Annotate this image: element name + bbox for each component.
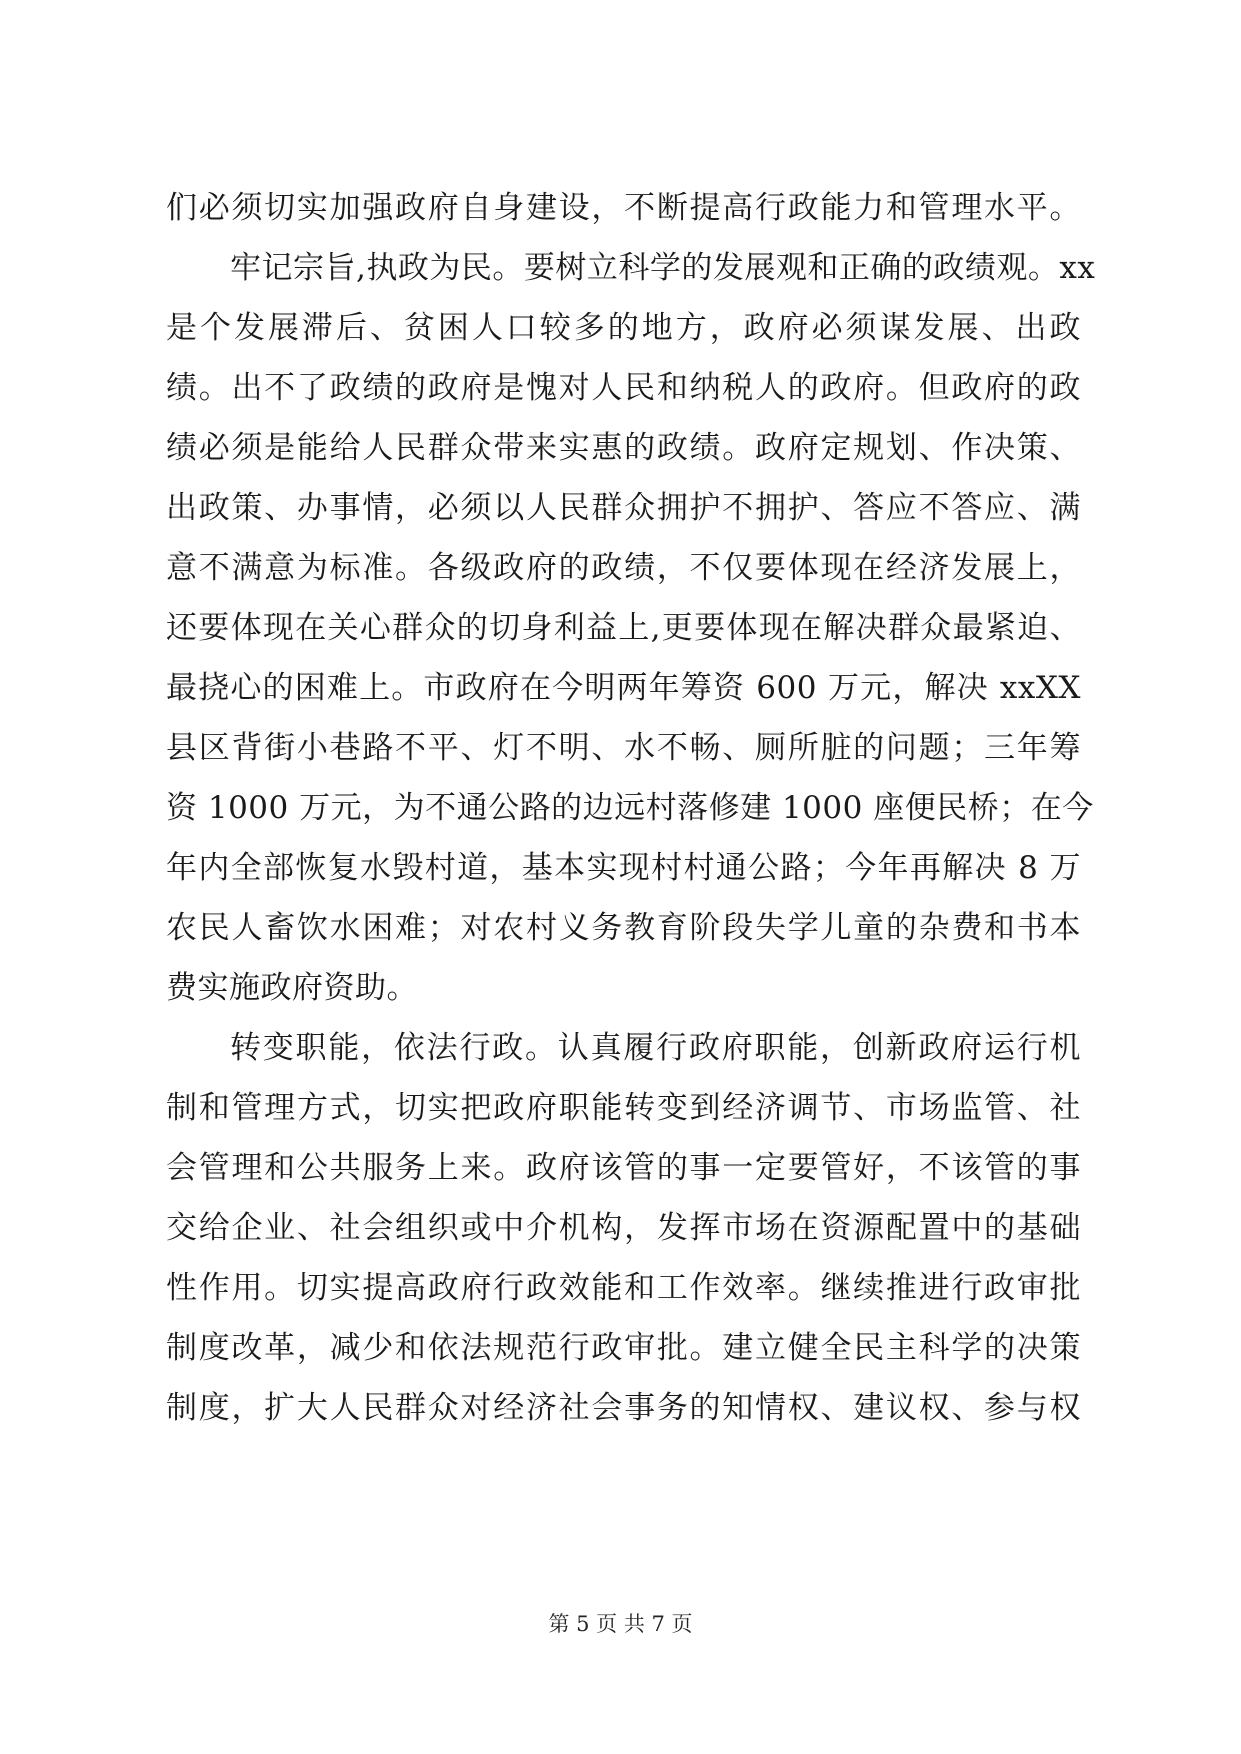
text-line: 交给企业、社会组织或中介机构，发挥市场在资源配置中的基础 <box>166 1210 1081 1246</box>
text-line: 县区背街小巷路不平、灯不明、水不畅、厕所脏的问题；三年筹 <box>166 730 1081 766</box>
text-line: 制度，扩大人民群众对经济社会事务的知情权、建议权、参与权 <box>166 1390 1081 1426</box>
paragraph-start-line: 转变职能，依法行政。认真履行政府职能，创新政府运行机 <box>230 1030 1081 1066</box>
text-line: 资 1000 万元，为不通公路的边远村落修建 1000 座便民桥；在今 <box>166 790 1094 826</box>
text-line: 绩。出不了政绩的政府是愧对人民和纳税人的政府。但政府的政 <box>166 370 1081 406</box>
text-line: 最挠心的困难上。市政府在今明两年筹资 600 万元，解决 xxXX <box>166 670 1081 706</box>
text-line: 们必须切实加强政府自身建设，不断提高行政能力和管理水平。 <box>166 190 1081 226</box>
paragraph-start-line: 牢记宗旨,执政为民。要树立科学的发展观和正确的政绩观。xx <box>230 250 1096 286</box>
text-line: 是个发展滞后、贫困人口较多的地方，政府必须谋发展、出政 <box>166 310 1081 346</box>
paragraph-end-line: 费实施政府资助。 <box>166 970 418 1006</box>
text-line: 还要体现在关心群众的切身利益上,更要体现在解决群众最紧迫、 <box>166 610 1081 646</box>
text-line: 制和管理方式，切实把政府职能转变到经济调节、市场监管、社 <box>166 1090 1081 1126</box>
text-line: 农民人畜饮水困难；对农村义务教育阶段失学儿童的杂费和书本 <box>166 910 1081 946</box>
text-line: 绩必须是能给人民群众带来实惠的政绩。政府定规划、作决策、 <box>166 430 1081 466</box>
text-line: 制度改革，减少和依法规范行政审批。建立健全民主科学的决策 <box>166 1330 1081 1366</box>
text-line: 会管理和公共服务上来。政府该管的事一定要管好，不该管的事 <box>166 1150 1081 1186</box>
text-line: 意不满意为标准。各级政府的政绩，不仅要体现在经济发展上， <box>166 550 1081 586</box>
page-number-footer: 第 5 页 共 7 页 <box>548 1612 693 1636</box>
text-line: 性作用。切实提高政府行政效能和工作效率。继续推进行政审批 <box>166 1270 1081 1306</box>
text-line: 出政策、办事情，必须以人民群众拥护不拥护、答应不答应、满 <box>166 490 1081 526</box>
text-line: 年内全部恢复水毁村道，基本实现村村通公路；今年再解决 8 万 <box>166 850 1081 886</box>
